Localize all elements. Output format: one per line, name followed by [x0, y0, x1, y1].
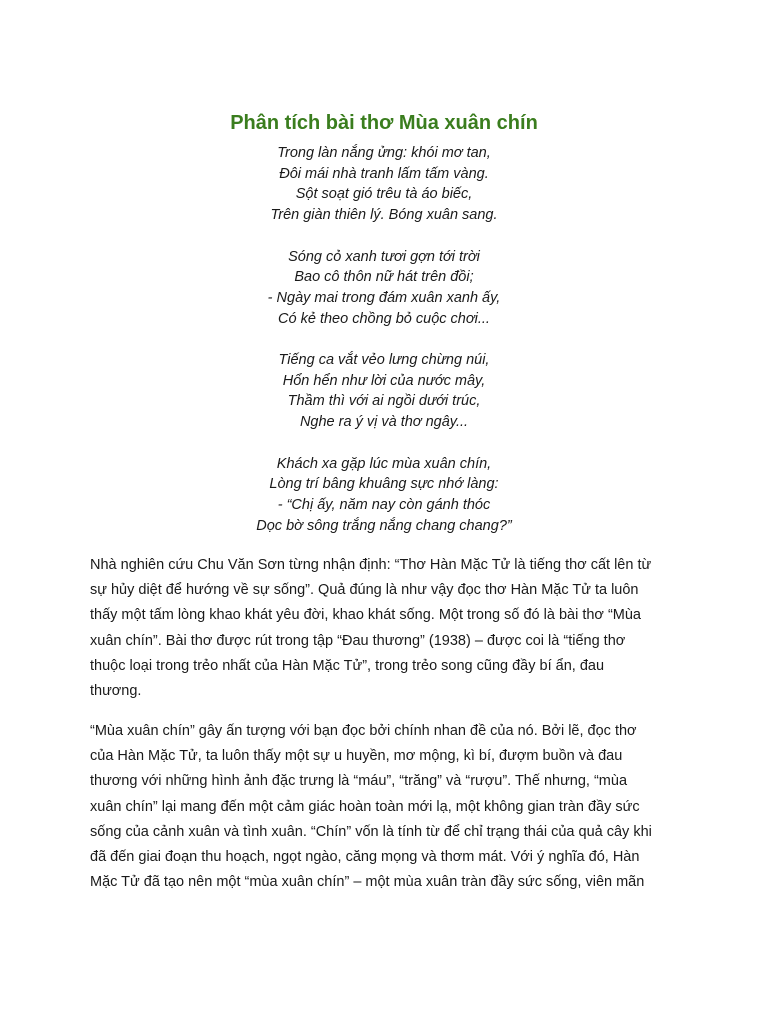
paragraph-line: thuộc loại trong trẻo nhất của Hàn Mặc Tử”, trong trẻo song cũng đầy bí ẩn, đau — [90, 657, 605, 674]
poem-line: Lòng trí bâng khuâng sực nhớ làng: — [269, 476, 499, 493]
paragraph-line: thấy một tấm lòng khao khát yêu đời, khao khát sống. Một trong số đó là bài thơ “Mùa — [90, 607, 641, 624]
paragraph-line: “Mùa xuân chín” gây ấn tượng với bạn đọc bởi chính nhan đề của nó. Bởi lẽ, đọc thơ — [90, 723, 637, 739]
paragraph-line: Nhà nghiên cứu Chu Văn Sơn từng nhận định: “Thơ Hàn Mặc Tử là tiếng thơ cất lên từ — [90, 557, 652, 573]
poem-stanza-4 — [0, 454, 768, 537]
poem-line: Đôi mái nhà tranh lấm tấm vàng. — [279, 165, 489, 182]
page-title: Phân tích bài thơ Mùa xuân chín — [230, 112, 538, 134]
poem-line: - Ngày mai trong đám xuân xanh ấy, — [267, 289, 501, 306]
poem-line: Hổn hển như lời của nước mây, — [282, 372, 486, 389]
poem-line: - “Chị ấy, năm nay còn gánh thóc — [277, 496, 491, 513]
paragraph-line: sự hủy diệt để hướng về sự sống”. Quả đúng là như vậy đọc thơ Hàn Mặc Tử ta luôn — [90, 582, 639, 599]
poem-line: Có kẻ theo chồng bỏ cuộc chơi... — [278, 310, 490, 327]
poem-line: Trong làn nắng ửng: khói mơ tan, — [277, 145, 491, 161]
paragraph-line: thương. — [90, 683, 142, 700]
paragraph-line: sống của cảnh xuân và tình xuân. “Chín” vốn là tính từ để chỉ trạng thái của quả cây khi — [90, 823, 652, 840]
poem-line: Nghe ra ý vị và thơ ngây... — [299, 414, 469, 431]
paragraph-line: Mặc Tử đã tạo nên một “mùa xuân chín” – một mùa xuân tràn đầy sức sống, viên mãn — [90, 874, 645, 891]
poem-stanza-2 — [0, 247, 768, 330]
poem-line: Khách xa gặp lúc mùa xuân chín, — [276, 455, 492, 472]
poem-line: Trên giàn thiên lý. Bóng xuân sang. — [270, 207, 498, 224]
poem-line: Sóng cỏ xanh tươi gợn tới trời — [288, 248, 480, 265]
paragraph-line: xuân chín” lại mang đến một cảm giác hoàn toàn mới lạ, một không gian tràn đầy sức — [90, 798, 640, 815]
poem-line: Dọc bờ sông trắng nắng chang chang?” — [256, 517, 512, 534]
poem-line: Bao cô thôn nữ hát trên đồi; — [294, 269, 474, 286]
paragraph-line: xuân chín”. Bài thơ được rút trong tập “Đau thương” (1938) – được coi là “tiếng thơ — [90, 632, 626, 649]
paragraph-line: đã đến giai đoạn thu hoạch, ngọt ngào, căng mọng và thơm mát. Với ý nghĩa đó, Hàn — [90, 849, 640, 866]
poem — [0, 143, 768, 557]
body-paragraph-2 — [90, 719, 690, 895]
body-paragraph-1 — [90, 553, 690, 704]
paragraph-line: của Hàn Mặc Tử, ta luôn thấy một sự u huyền, mơ mộng, kì bí, đượm buồn và đau — [90, 748, 623, 765]
poem-line: Sột soạt gió trêu tà áo biếc, — [295, 186, 473, 203]
poem-line: Tiếng ca vắt vẻo lưng chừng núi, — [278, 352, 490, 368]
poem-stanza-3 — [0, 350, 768, 433]
poem-stanza-1 — [0, 143, 768, 226]
paragraph-line: thương với những hình ảnh đặc trưng là “máu”, “trăng” và “rượu”. Thế nhưng, “mùa — [90, 773, 628, 790]
poem-line: Thầm thì với ai ngồi dưới trúc, — [287, 393, 481, 410]
